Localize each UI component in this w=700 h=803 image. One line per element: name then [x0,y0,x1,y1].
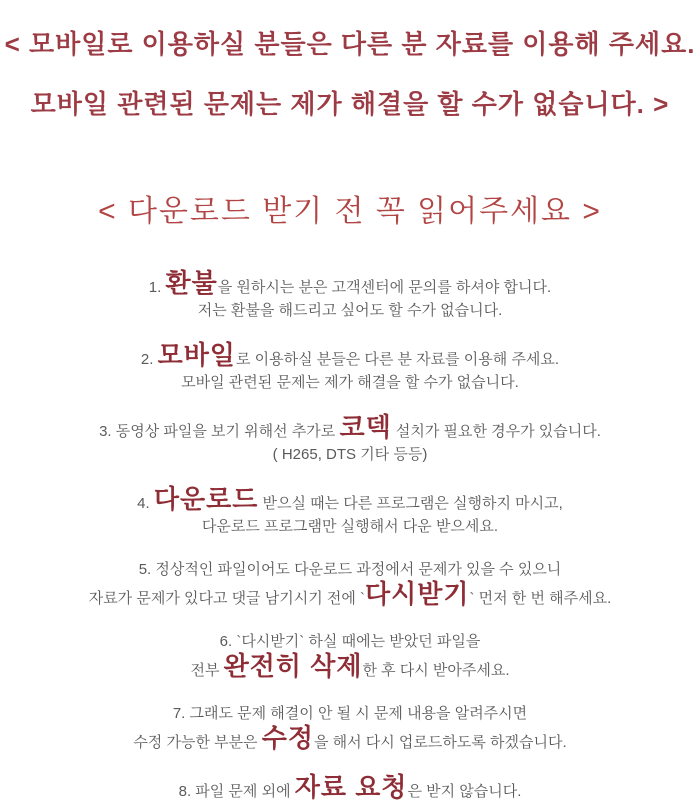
notice-text-segment: 7. 그래도 문제 해결이 안 될 시 문제 내용을 알려주시면 [172,705,528,722]
notice-item [0,774,700,803]
notice-emphasis-segment: 자료 요청 [294,772,408,802]
notice-text-segment: 수정 가능한 부분은 [133,734,262,751]
notice-line [0,443,700,466]
notice-emphasis-segment: 수정 [261,723,314,753]
notice-emphasis-segment: 코덱 [339,412,392,442]
section-title: < 다운로드 받기 전 꼭 읽어주세요 > [98,195,602,228]
notice-line [0,299,700,322]
top-notice [0,0,700,120]
notice-text-segment: 저는 환불을 해드리고 싶어도 할 수가 없습니다. [197,302,503,319]
notice-text-segment: 5. 정상적인 파일이어도 다운로드 과정에서 문제가 있을 수 있으니 [138,561,562,578]
notice-line [0,414,700,443]
notice-text-segment: 을 해서 다시 업로드하도록 하겠습니다. [313,734,567,751]
notice-item [0,342,700,394]
notice-list [0,270,700,803]
notice-text-segment: 전부 [190,662,224,679]
notice-text-segment: 로 이용하실 분들은 다른 분 자료를 이용해 주세요. [235,351,560,368]
notice-emphasis-segment: 환불 [165,268,218,298]
notice-text-segment: 2. [140,351,158,368]
notice-text-segment: ( H265, DTS 기타 등등) [272,446,428,463]
notice-line [0,702,700,725]
notice-emphasis-segment: 다운로드 [153,484,259,514]
notice-text-segment: 다운로드 프로그램만 실행해서 다운 받으세요. [201,518,499,535]
notice-text-segment: 1. [148,279,166,296]
notice-emphasis-segment: 다시받기 [365,579,470,609]
notice-line [0,515,700,538]
notice-text-segment: 한 후 다시 받아주세요. [362,662,510,679]
notice-text-segment: 4. [137,495,154,512]
notice-text-segment: 모바일 관련된 문제는 제가 해결을 할 수가 없습니다. [181,374,519,391]
notice-line [0,342,700,371]
notice-text-segment: 을 원하시는 분은 고객센터에 문의를 하셔야 합니다. [217,279,552,296]
notice-text-segment: 받으실 때는 다른 프로그램은 실행하지 마시고, [258,495,563,512]
notice-item [0,630,700,682]
notice-text-segment: 6. `다시받기` 하실 때에는 받았던 파일을 [219,633,481,650]
notice-text-segment: ` 먼저 한 번 해주세요. [469,590,612,607]
top-notice-line1: < 모바일로 이용하실 분들은 다른 분 자료를 이용해 주세요. [4,29,696,59]
notice-emphasis-segment: 모바일 [157,340,236,370]
notice-item [0,486,700,538]
notice-line [0,371,700,394]
notice-text-segment: 3. 동영상 파일을 보기 위해선 추가로 [99,423,340,440]
notice-line [0,270,700,299]
notice-line [0,558,700,581]
notice-emphasis-segment: 완전히 삭제 [223,651,363,681]
notice-line [0,653,700,682]
notice-line [0,486,700,515]
notice-text-segment: 자료가 문제가 있다고 댓글 남기시기 전에 ` [88,590,366,607]
top-notice-line2: 모바일 관련된 문제는 제가 해결을 할 수가 없습니다. > [30,89,670,119]
notice-line [0,630,700,653]
notice-line [0,581,700,610]
notice-item [0,414,700,466]
notice-text-segment: 은 받지 않습니다. [407,783,522,800]
notice-item [0,702,700,754]
notice-item [0,558,700,610]
notice-line [0,725,700,754]
notice-item [0,270,700,322]
notice-text-segment: 8. 파일 문제 외에 [178,783,295,800]
notice-line [0,774,700,803]
notice-text-segment: 설치가 필요한 경우가 있습니다. [391,423,601,440]
